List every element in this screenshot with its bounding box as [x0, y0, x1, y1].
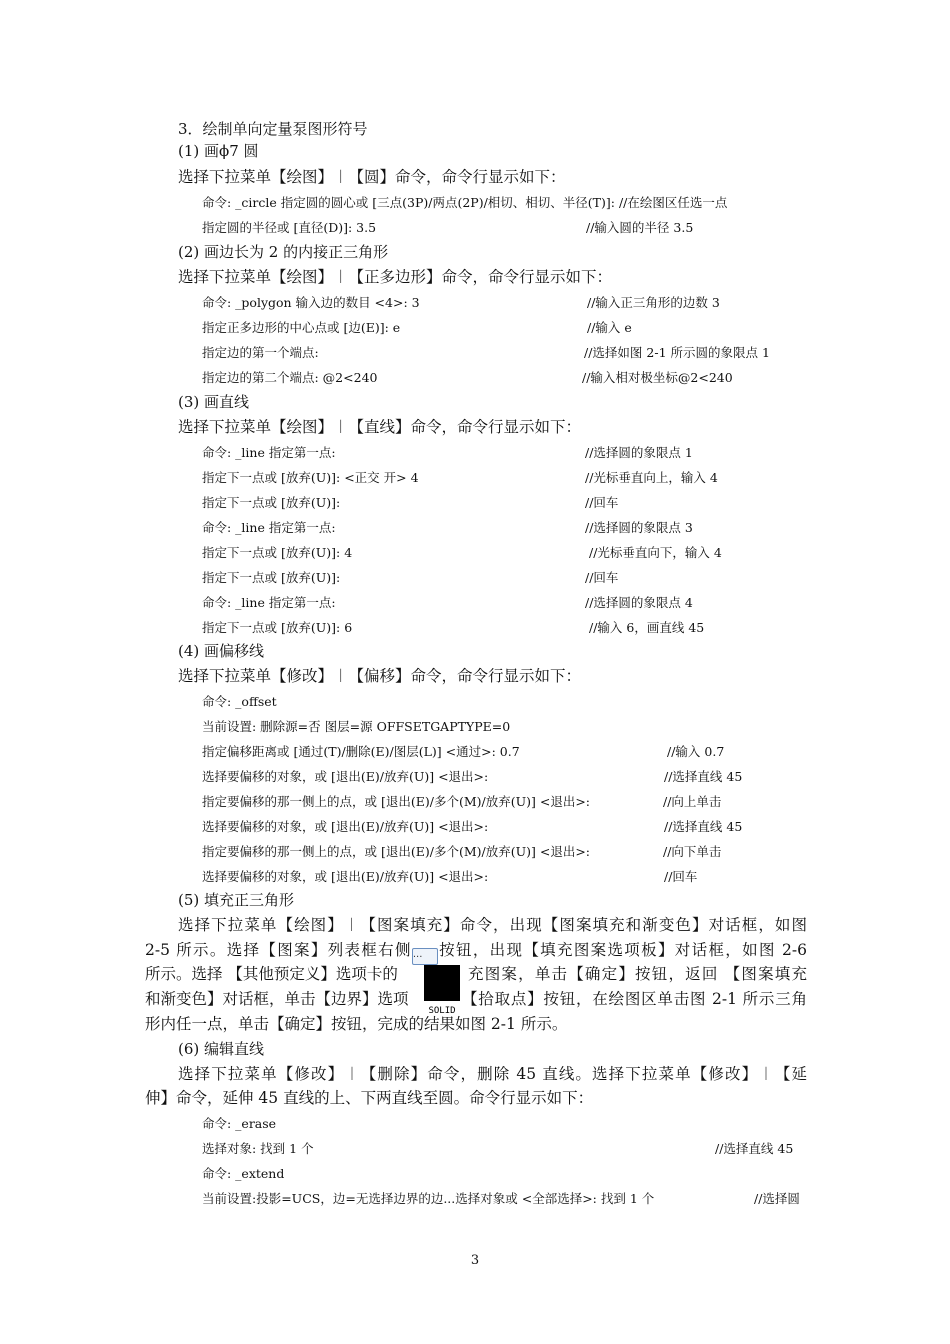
- command-line: 指定下一点或 [放弃(U)]:: [202, 495, 341, 510]
- command-line: 命令: _circle 指定圆的圆心或 [三点(3P)/两点(2P)/相切、相切、半径(T)]: //在绘图区任选一点: [202, 195, 728, 210]
- paragraph-text: 和渐变色】对话框，单击【边界】选项: [145, 990, 409, 1008]
- command-comment: //选择直线 45: [715, 1141, 794, 1156]
- command-line: 指定正多边形的中心点或 [边(E)]: e: [202, 320, 401, 335]
- step-6-title: (6) 编辑直线: [178, 1040, 265, 1058]
- command-comment: //光标垂直向下，输入 4: [589, 545, 722, 560]
- step-5-title: (5) 填充正三角形: [178, 891, 295, 909]
- command-line: 指定圆的半径或 [直径(D)]: 3.5: [202, 220, 377, 235]
- section-heading: 3．绘制单向定量泵图形符号: [178, 120, 368, 138]
- command-line: 当前设置:投影=UCS，边=无选择边界的边...选择对象或 <全部选择>: 找到 1 个: [202, 1191, 655, 1206]
- command-comment: //输入 e: [587, 320, 632, 335]
- step-4-title: (4) 画偏移线: [178, 642, 265, 660]
- command-line: 命令: _erase: [202, 1116, 277, 1131]
- step-1-title: (1) 画ϕ7 圆: [178, 142, 259, 160]
- command-comment: //向上单击: [663, 794, 722, 809]
- command-comment: //选择直线 45: [664, 769, 743, 784]
- paragraph-line: [145, 943, 807, 965]
- step-2-title: (2) 画边长为 2 的内接正三角形: [178, 243, 389, 261]
- paragraph-text: 2-5 所示。选择【图案】列表框右侧: [145, 941, 412, 959]
- command-line: 指定要偏移的那一侧上的点，或 [退出(E)/多个(M)/放弃(U)] <退出>:: [202, 844, 591, 859]
- paragraph-text: 【拾取点】按钮，在绘图区单击图 2-1 所示三角: [462, 990, 807, 1008]
- command-line: 选择要偏移的对象，或 [退出(E)/放弃(U)] <退出>:: [202, 819, 489, 834]
- command-comment: //选择圆: [754, 1191, 800, 1206]
- step-3-title: (3) 画直线: [178, 393, 250, 411]
- command-comment: //选择圆的象限点 1: [585, 445, 693, 460]
- command-line: 当前设置: 删除源=否 图层=源 OFFSETGAPTYPE=0: [202, 719, 511, 734]
- command-comment: //选择直线 45: [664, 819, 743, 834]
- command-comment: //输入正三角形的边数 3: [587, 295, 720, 310]
- paragraph-text: 伸】命令，延伸 45 直线的上、下两直线至圆。命令行显示如下：: [145, 1089, 594, 1107]
- command-comment: //回车: [585, 570, 619, 585]
- command-comment: //回车: [585, 495, 619, 510]
- command-comment: //输入圆的半径 3.5: [586, 220, 694, 235]
- command-comment: //回车: [664, 869, 698, 884]
- swatch-label: SOLID: [428, 1006, 456, 1016]
- command-comment: //选择圆的象限点 4: [585, 595, 693, 610]
- command-line: 指定边的第一个端点:: [202, 345, 319, 360]
- page-number: 3: [470, 1253, 480, 1268]
- step-1-intro: 选择下拉菜单【绘图】︱【圆】命令，命令行显示如下：: [178, 168, 566, 186]
- command-line: 命令: _offset: [202, 694, 277, 709]
- command-line: 命令: _line 指定第一点:: [202, 445, 336, 460]
- command-line: 选择要偏移的对象，或 [退出(E)/放弃(U)] <退出>:: [202, 769, 489, 784]
- command-comment: //输入相对极坐标@2<240: [582, 370, 733, 385]
- command-line: 命令: _line 指定第一点:: [202, 595, 336, 610]
- command-line: 指定边的第二个端点: @2<240: [202, 370, 378, 385]
- paragraph-text: 形内任一点，单击【确定】按钮，完成的结果如图 2-1 所示。: [145, 1015, 568, 1033]
- command-line: 指定下一点或 [放弃(U)]:: [202, 570, 341, 585]
- ellipsis-button-icon: ...: [412, 948, 438, 965]
- command-comment: //输入 0.7: [667, 744, 725, 759]
- step-4-intro: 选择下拉菜单【修改】︱【偏移】命令，命令行显示如下：: [178, 667, 582, 685]
- command-line: 指定要偏移的那一侧上的点，或 [退出(E)/多个(M)/放弃(U)] <退出>:: [202, 794, 591, 809]
- command-comment: //光标垂直向上，输入 4: [585, 470, 718, 485]
- command-line: 指定下一点或 [放弃(U)]: 6: [202, 620, 353, 635]
- step-3-intro: 选择下拉菜单【绘图】︱【直线】命令，命令行显示如下：: [178, 418, 582, 436]
- paragraph-text: 按钮，出现【填充图案选项板】对话框，如图 2-6: [437, 941, 807, 959]
- command-comment: //向下单击: [663, 844, 722, 859]
- command-line: 命令: _line 指定第一点:: [202, 520, 336, 535]
- solid-pattern-swatch-icon: [424, 965, 460, 1001]
- paragraph-line: 选择下拉菜单【修改】︱【删除】命令，删除 45 直线。选择下拉菜单【修改】︱【延: [178, 1065, 807, 1083]
- command-comment: //选择如图 2-1 所示圆的象限点 1: [584, 345, 770, 360]
- command-line: 选择对象: 找到 1 个: [202, 1141, 314, 1156]
- command-line: 指定下一点或 [放弃(U)]: <正交 开> 4: [202, 470, 419, 485]
- command-line: 选择要偏移的对象，或 [退出(E)/放弃(U)] <退出>:: [202, 869, 489, 884]
- command-line: 指定偏移距离或 [通过(T)/删除(E)/图层(L)] <通过>: 0.7: [202, 744, 520, 759]
- step-2-intro: 选择下拉菜单【绘图】︱【正多边形】命令，命令行显示如下：: [178, 268, 613, 286]
- paragraph-text: 所示。选择 【其他预定义】选项卡的: [145, 965, 398, 983]
- command-line: 指定下一点或 [放弃(U)]: 4: [202, 545, 353, 560]
- paragraph-line: 选择下拉菜单【绘图】︱【图案填充】命令，出现【图案填充和渐变色】对话框，如图: [178, 916, 807, 934]
- command-line: 命令: _extend: [202, 1166, 285, 1181]
- command-comment: //选择圆的象限点 3: [585, 520, 693, 535]
- paragraph-text: 充图案，单击【确定】按钮，返回 【图案填充: [468, 965, 807, 983]
- command-line: 命令: _polygon 输入边的数目 <4>: 3: [202, 295, 420, 310]
- command-comment: //输入 6，画直线 45: [589, 620, 705, 635]
